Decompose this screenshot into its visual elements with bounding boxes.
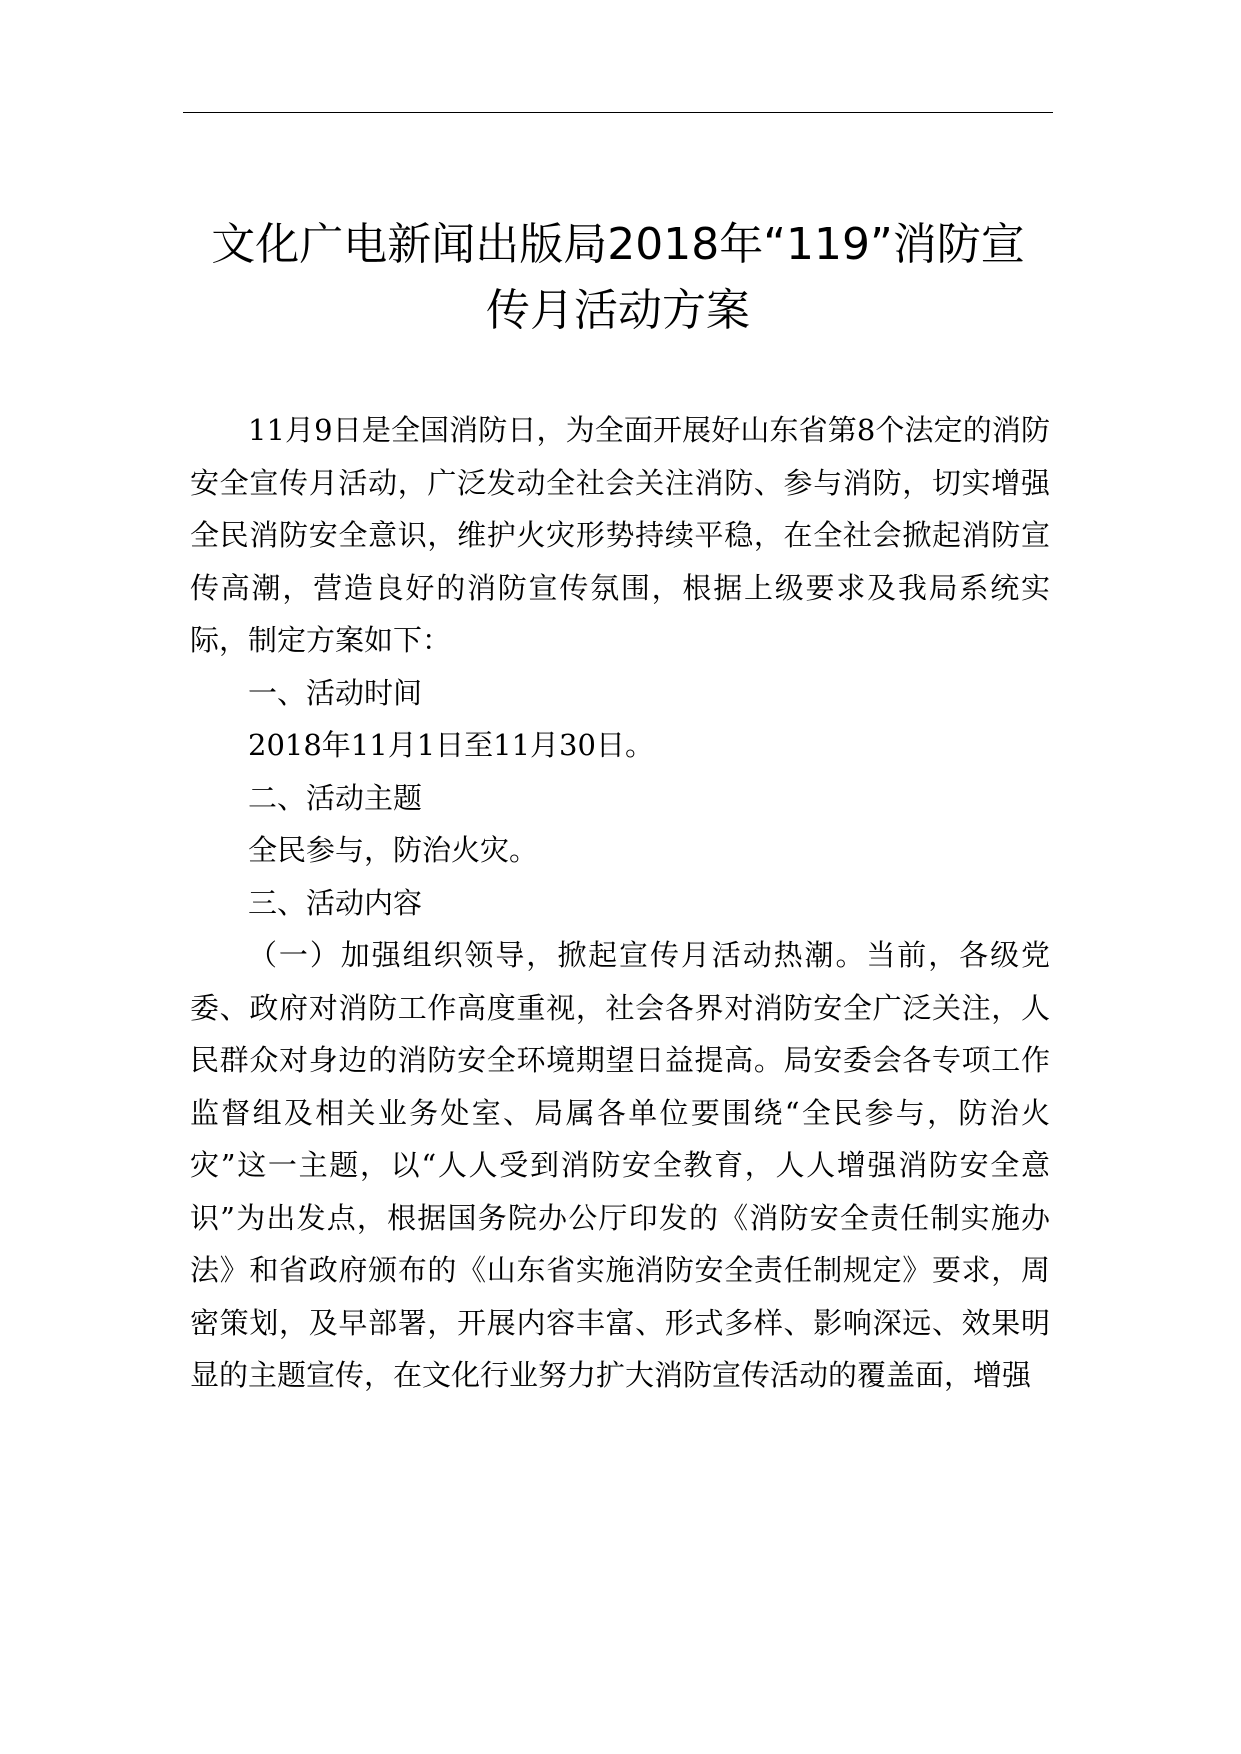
section-heading-theme: 二、活动主题 — [248, 780, 423, 815]
document-title — [183, 212, 1053, 344]
header-rule — [183, 112, 1053, 113]
section-heading-content: 三、活动内容 — [248, 885, 423, 920]
paragraph-time: 2018年11月1日至11月30日。 — [248, 728, 654, 762]
title-line-2: 传月活动方案 — [486, 285, 750, 336]
paragraph-content-1: （一）加强组织领导，掀起宣传月活动热潮。当前，各级党委、政府对消防工作高度重视，社会各界对消防安全广泛关注，人民群众对身边的消防安全环境期望日益提高。局安委会各专项工作监督组及相关业务处室、局属各单位要围绕“全民参与，防治火灾”这一主题，以“人人受到消防安全教育，人人增强消防安全意识”为出发点，根据国务院办公厅印发的《消防安全责任制实施办法》和省政府颁布的《山东省实施消防安全责任制规定》要求，周密策划，及早部署，开展内容丰富、形式多样、影响深远、效果明显的主题宣传，在文化行业努力扩大消防宣传活动的覆盖面，增强 — [190, 938, 1050, 1392]
section-heading-time: 一、活动时间 — [248, 675, 423, 710]
title-line-1: 文化广电新闻出版局2018年“119”消防宣 — [211, 219, 1025, 270]
document-body — [190, 404, 1050, 1402]
paragraph-intro: 11月9日是全国消防日，为全面开展好山东省第8个法定的消防安全宣传月活动，广泛发动全社会关注消防、参与消防，切实增强全民消防安全意识，维护火灾形势持续平稳，在全社会掀起消防宣传高潮，营造良好的消防宣传氛围，根据上级要求及我局系统实际，制定方案如下： — [190, 413, 1050, 657]
paragraph-theme: 全民参与，防治火灾。 — [248, 833, 539, 867]
